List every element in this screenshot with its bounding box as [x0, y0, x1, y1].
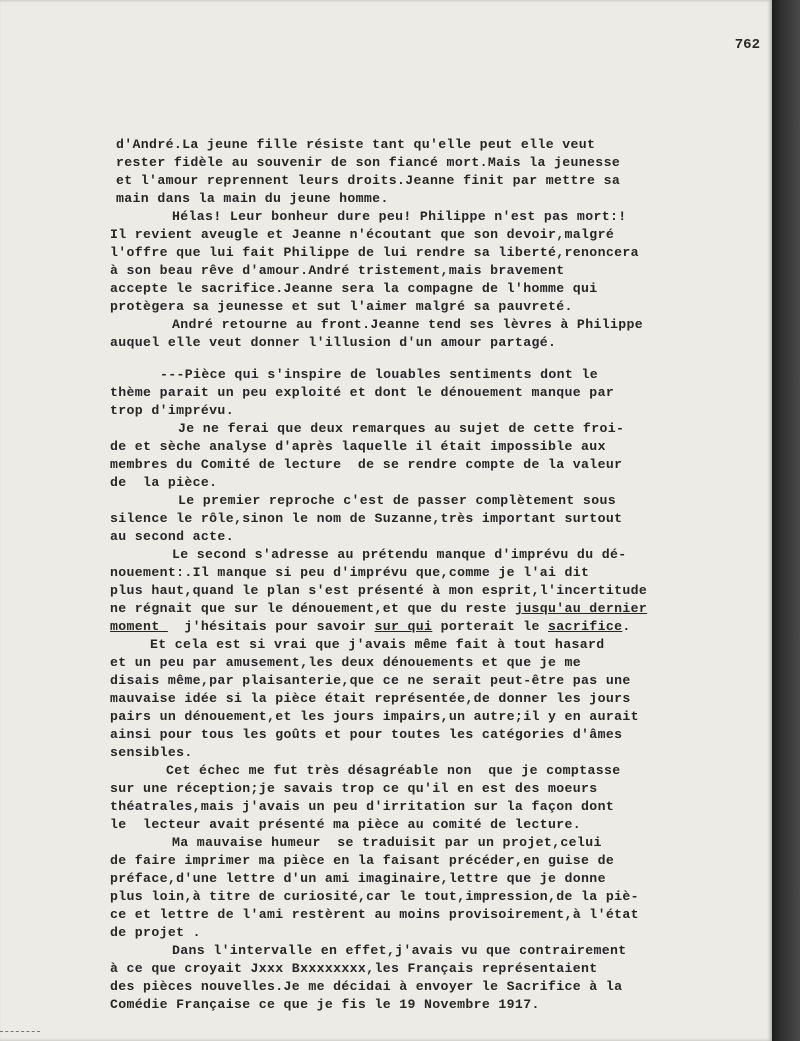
text-line: Dans l'intervalle en effet,j'avais vu que contrairement	[172, 943, 627, 958]
text-line: et l'amour reprennent leurs droits.Jeanne finit par mettre sa	[116, 173, 621, 188]
text-line: trop d'imprévu.	[110, 403, 234, 418]
text-line: Hélas! Leur bonheur dure peu! Philippe n'est pas mort:!	[172, 209, 627, 224]
text-line: sur une réception;je savais trop ce qu'il en est des moeurs	[110, 781, 598, 796]
text-line: Il revient aveugle et Jeanne n'écoutant que son devoir,malgré	[110, 227, 615, 242]
text-line	[110, 600, 647, 618]
text-segment: .	[622, 619, 631, 634]
text-line: à son beau rêve d'amour.André tristement,mais bravement	[110, 263, 565, 278]
text-line: théatrales,mais j'avais un peu d'irritation sur la façon dont	[110, 799, 615, 814]
text-line: mauvaise idée si la pièce était représentée,de donner les jours	[110, 691, 631, 706]
underlined-phrase: sacrifice	[548, 619, 623, 634]
text-line: silence le rôle,sinon le nom de Suzanne,très important surtout	[110, 511, 623, 526]
text-line: sensibles.	[110, 745, 193, 760]
text-line: plus haut,quand le plan s'est présenté à mon esprit,l'incertitude	[110, 583, 648, 598]
text-line: de la pièce.	[110, 475, 218, 490]
text-line: l'offre que lui fait Philippe de lui rendre sa liberté,renoncera	[110, 245, 639, 260]
text-segment: ne régnait que sur le dénouement,et que du reste	[110, 601, 515, 616]
text-line: Comédie Française ce que je fis le 19 Novembre 1917.	[110, 997, 540, 1012]
text-line: Je ne ferai que deux remarques au sujet de cette froi-	[178, 421, 625, 436]
text-line: accepte le sacrifice.Jeanne sera la compagne de l'homme qui	[110, 281, 598, 296]
underlined-phrase: jusqu'au dernier	[514, 601, 648, 616]
text-line: des pièces nouvelles.Je me décidai à envoyer le Sacrifice à la	[110, 979, 623, 994]
underlined-phrase: moment	[110, 619, 168, 634]
crop-mark	[0, 1031, 40, 1033]
text-line: de faire imprimer ma pièce en la faisant précéder,en guise de	[110, 853, 615, 868]
text-line: Cet échec me fut très désagréable non que je comptasse	[166, 763, 621, 778]
text-line: à ce que croyait Jxxx Bxxxxxxxx,les Français représentaient	[110, 961, 598, 976]
text-line: membres du Comité de lecture de se rendre compte de la valeur	[110, 457, 623, 472]
text-line: auquel elle veut donner l'illusion d'un amour partagé.	[110, 335, 557, 350]
text-line: nouement:.Il manque si peu d'imprévu que,comme je l'ai dit	[110, 565, 590, 580]
text-line	[110, 618, 631, 636]
text-line: au second acte.	[110, 529, 234, 544]
underlined-phrase: sur qui	[374, 619, 433, 634]
text-line: pairs un dénouement,et les jours impairs,un autre;il y en aurait	[110, 709, 639, 724]
page-number: 762	[734, 37, 760, 53]
text-line: plus loin,à titre de curiosité,car le tout,impression,de la piè-	[110, 889, 639, 904]
text-line: main dans la main du jeune homme.	[116, 191, 389, 206]
text-line: ainsi pour tous les goûts et pour toutes les catégories d'âmes	[110, 727, 623, 742]
text-line: et un peu par amusement,les deux dénouements et que je me	[110, 655, 582, 670]
text-line: ---Pièce qui s'inspire de louables sentiments dont le	[160, 367, 598, 382]
text-line: rester fidèle au souvenir de son fiancé mort.Mais la jeunesse	[116, 155, 621, 170]
text-line: protègera sa jeunesse et sut l'aimer malgré sa pauvreté.	[110, 299, 573, 314]
text-line: Ma mauvaise humeur se traduisit par un projet,celui	[172, 835, 602, 850]
text-line: disais même,par plaisanterie,que ce ne serait peut-être pas une	[110, 673, 631, 688]
text-line: de projet .	[110, 925, 201, 940]
text-line: d'André.La jeune fille résiste tant qu'elle peut elle veut	[116, 137, 596, 152]
text-line: André retourne au front.Jeanne tend ses lèvres à Philippe	[172, 317, 644, 332]
text-line: de et sèche analyse d'après laquelle il était impossible aux	[110, 439, 606, 454]
binding-shadow	[772, 0, 800, 1041]
text-line: Le second s'adresse au prétendu manque d'imprévu du dé-	[172, 547, 627, 562]
text-line: Le premier reproche c'est de passer complètement sous	[178, 493, 616, 508]
text-line: ce et lettre de l'ami restèrent au moins provisoirement,à l'état	[110, 907, 639, 922]
text-segment: porterait le	[432, 619, 549, 634]
text-line: Et cela est si vrai que j'avais même fait à tout hasard	[150, 637, 605, 652]
text-line: préface,d'une lettre d'un ami imaginaire,lettre que je donne	[110, 871, 606, 886]
text-line: le lecteur avait présenté ma pièce au comité de lecture.	[110, 817, 582, 832]
text-segment: j'hésitais pour savoir	[167, 619, 375, 634]
text-line: thème parait un peu exploité et dont le dénouement manque par	[110, 385, 615, 400]
